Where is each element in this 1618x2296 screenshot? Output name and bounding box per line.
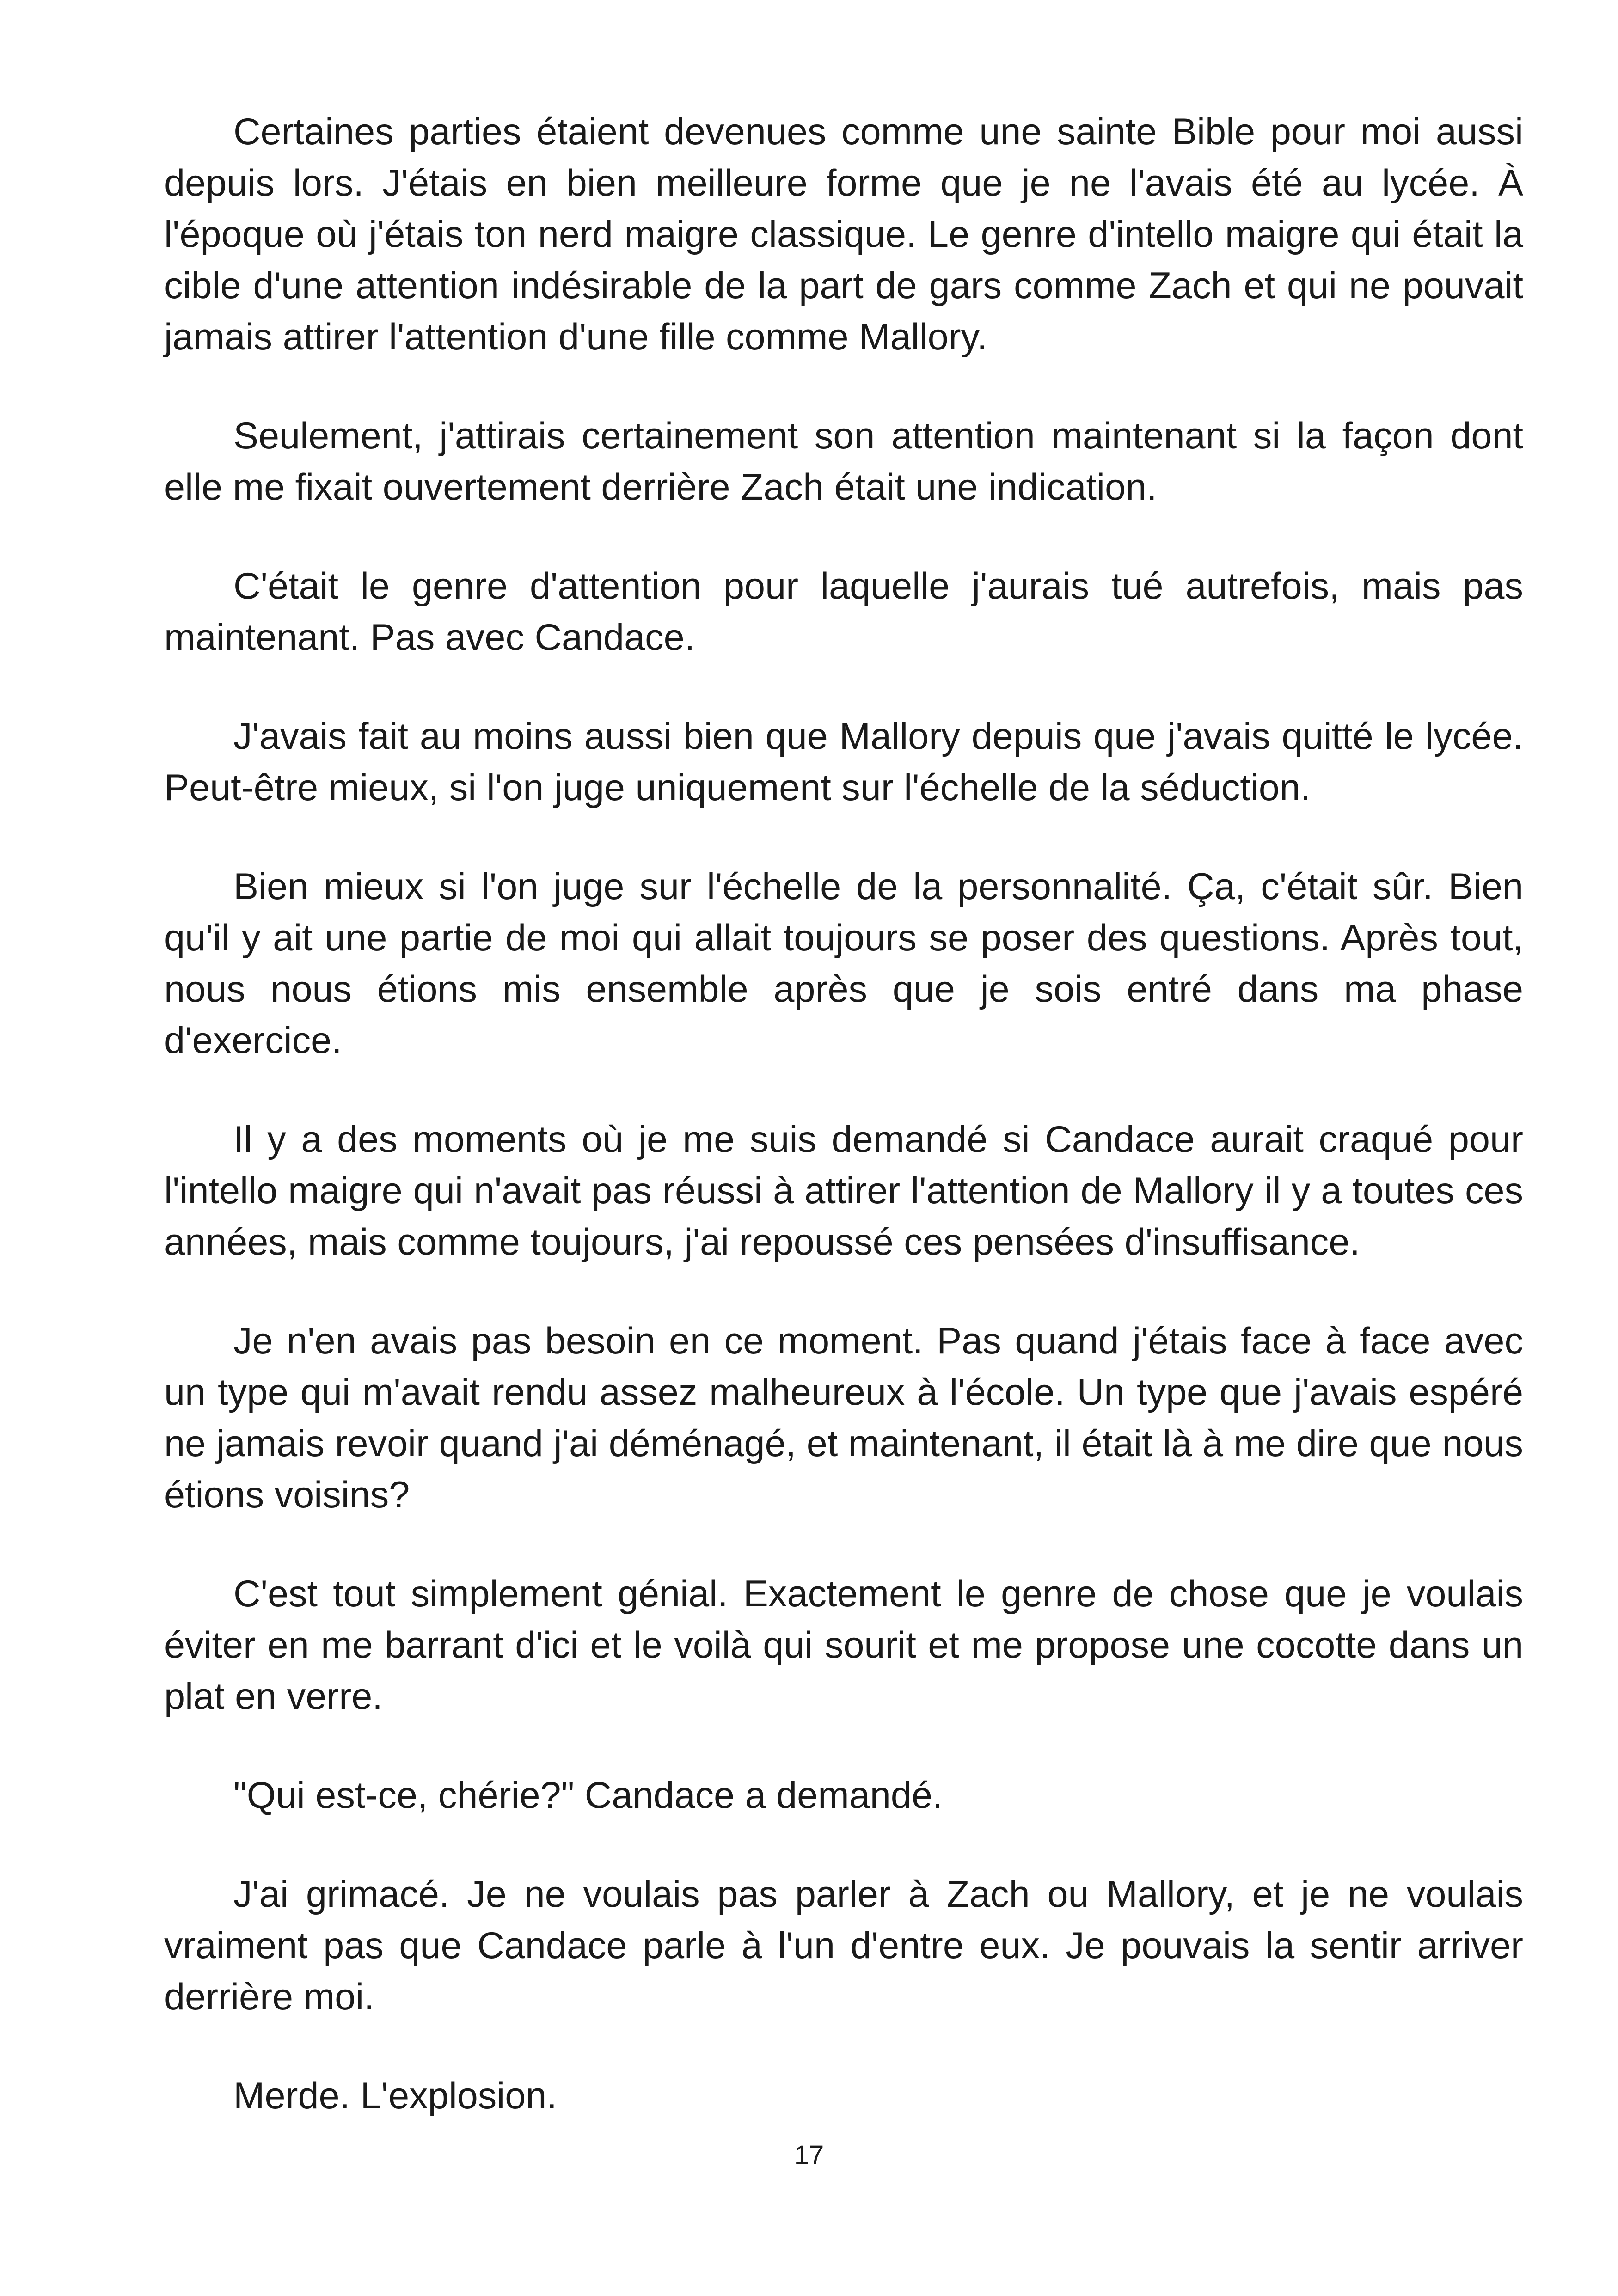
paragraph-5: Bien mieux si l'on juge sur l'échelle de la personnalité. Ça, c'était sûr. Bien qu'il y ait une partie de moi qui allait toujours se poser des questions. Après tout, nous nous étions mis ensemble après que je sois entré dans ma phase d'exercice. [164, 866, 1523, 1061]
paragraph-7: Je n'en avais pas besoin en ce moment. Pas quand j'étais face à face avec un type qui m'avait rendu assez malheureux à l'école. Un type que j'avais espéré ne jamais revoir quand j'ai déménagé, et maintenant, il était là à me dire que nous étions voisins? [164, 1320, 1523, 1516]
paragraph-1: Certaines parties étaient devenues comme une sainte Bible pour moi aussi depuis lors. J'étais en bien meilleure forme que je ne l'avais été au lycée. À l'époque où j'étais ton nerd maigre classique. Le genre d'intello maigre qui était la cible d'une attention indésirable de la part de gars comme Zach et qui ne pouvait jamais attirer l'attention d'une fille comme Mallory. [164, 111, 1523, 358]
paragraph-2: Seulement, j'attirais certainement son attention maintenant si la façon dont elle me fixait ouvertement derrière Zach était une indication. [164, 415, 1523, 508]
paragraph-6: Il y a des moments où je me suis demandé si Candace aurait craqué pour l'intello maigre qui n'avait pas réussi à attirer l'attention de Mallory il y a toutes ces années, mais comme toujours, j'ai repoussé ces pensées d'insuffisance. [164, 1119, 1523, 1263]
paragraph-9: "Qui est-ce, chérie?" Candace a demandé. [233, 1775, 943, 1816]
paragraph-3: C'était le genre d'attention pour laquelle j'aurais tué autrefois, mais pas maintenant. Pas avec Candace. [164, 565, 1523, 658]
page-number: 17 [794, 2140, 824, 2170]
paragraph-11: Merde. L'explosion. [233, 2075, 557, 2117]
paragraph-10: J'ai grimacé. Je ne voulais pas parler à Zach ou Mallory, et je ne voulais vraiment pas que Candace parle à l'un d'entre eux. Je pouvais la sentir arriver derrière moi. [164, 1874, 1523, 2018]
body-text [164, 106, 1523, 2169]
paragraph-8: C'est tout simplement génial. Exactement le genre de chose que je voulais éviter en me barrant d'ici et le voilà qui sourit et me propose une cocotte dans un plat en verre. [164, 1573, 1523, 1717]
paragraph-4: J'avais fait au moins aussi bien que Mallory depuis que j'avais quitté le lycée. Peut-être mieux, si l'on juge uniquement sur l'échelle de la séduction. [164, 716, 1523, 808]
